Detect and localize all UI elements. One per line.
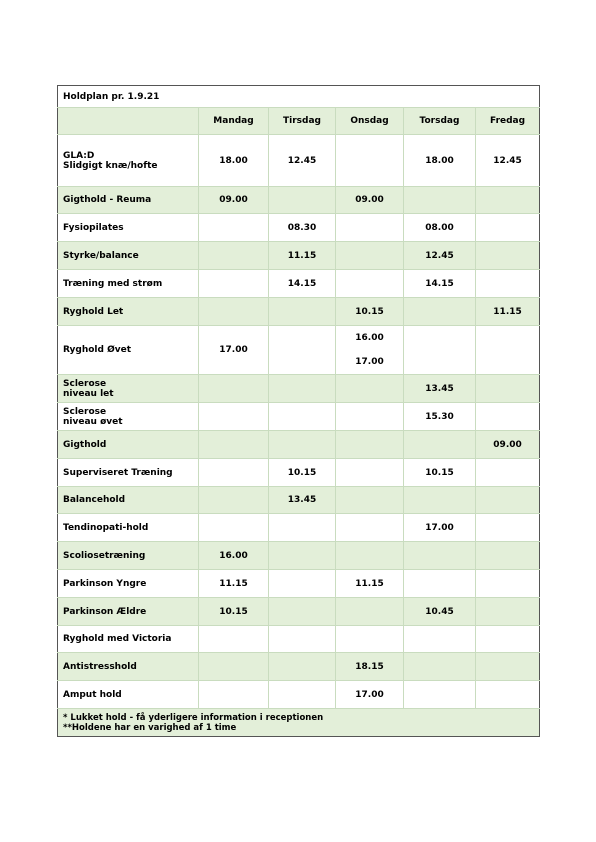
team-name: Antistresshold	[58, 653, 199, 681]
time-cell-tuesday: 10.15	[269, 459, 336, 487]
time-cell-monday: 11.15	[199, 570, 269, 598]
schedule-row	[58, 270, 540, 298]
team-name: Ryghold Øvet	[58, 326, 199, 375]
time-cell-monday	[199, 270, 269, 298]
footnote-line: **Holdene har en varighed af 1 time	[63, 722, 237, 733]
time-cell-monday	[199, 375, 269, 403]
schedule-row	[58, 542, 540, 570]
time-cell-tuesday	[269, 570, 336, 598]
time-cell-wednesday	[336, 242, 404, 270]
header-row	[58, 108, 540, 135]
schedule-row	[58, 514, 540, 542]
time-cell-wednesday: 17.00	[336, 681, 404, 709]
time-cell-tuesday: 13.45	[269, 487, 336, 514]
time-cell-thursday	[404, 326, 476, 375]
schedule-row	[58, 570, 540, 598]
time-cell-wednesday	[336, 487, 404, 514]
time-cell-thursday: 18.00	[404, 135, 476, 187]
time-cell-monday: 10.15	[199, 598, 269, 626]
time-cell-wednesday	[336, 431, 404, 459]
team-name: Parkinson Yngre	[58, 570, 199, 598]
time-cell-tuesday: 08.30	[269, 214, 336, 242]
time-cell-monday	[199, 514, 269, 542]
time-cell-tuesday	[269, 598, 336, 626]
team-name: Parkinson Ældre	[58, 598, 199, 626]
time-cell-wednesday: 09.00	[336, 187, 404, 214]
time-cell-thursday	[404, 653, 476, 681]
time-cell-tuesday	[269, 298, 336, 326]
time-cell-tuesday	[269, 681, 336, 709]
time-cell-thursday	[404, 298, 476, 326]
time-cell-thursday: 10.15	[404, 459, 476, 487]
team-name: Fysiopilates	[58, 214, 199, 242]
team-name: Balancehold	[58, 487, 199, 514]
time-cell-wednesday	[336, 270, 404, 298]
time-cell-tuesday	[269, 653, 336, 681]
time-cell-tuesday	[269, 403, 336, 431]
time-cell-monday	[199, 459, 269, 487]
time-cell-friday	[476, 542, 540, 570]
time-cell-thursday: 13.45	[404, 375, 476, 403]
header-blank-cell	[58, 108, 199, 135]
time-cell-friday	[476, 187, 540, 214]
team-name: Superviseret Træning	[58, 459, 199, 487]
time-cell-monday	[199, 653, 269, 681]
team-name: Træning med strøm	[58, 270, 199, 298]
time-cell-friday	[476, 242, 540, 270]
time-cell-thursday: 15.30	[404, 403, 476, 431]
time-cell-friday	[476, 653, 540, 681]
time-cell-friday	[476, 403, 540, 431]
time-cell-wednesday: 11.15	[336, 570, 404, 598]
time-cell-friday: 11.15	[476, 298, 540, 326]
schedule-row	[58, 598, 540, 626]
header-day-monday: Mandag	[199, 108, 269, 135]
time-cell-wednesday	[336, 135, 404, 187]
time-cell-monday: 17.00	[199, 326, 269, 375]
footnotes	[58, 709, 540, 737]
time-cell-thursday	[404, 187, 476, 214]
time-cell-tuesday: 12.45	[269, 135, 336, 187]
schedule-row	[58, 487, 540, 514]
time-cell-wednesday: 18.15	[336, 653, 404, 681]
time-cell-friday	[476, 598, 540, 626]
title-row	[58, 86, 540, 108]
time-cell-tuesday: 14.15	[269, 270, 336, 298]
time-cell-wednesday	[336, 459, 404, 487]
time-cell-friday	[476, 375, 540, 403]
schedule-title: Holdplan pr. 1.9.21	[58, 86, 540, 108]
time-cell-friday	[476, 487, 540, 514]
time-cell-tuesday	[269, 187, 336, 214]
header-day-thursday: Torsdag	[404, 108, 476, 135]
team-name: Tendinopati-hold	[58, 514, 199, 542]
time-cell-wednesday	[336, 514, 404, 542]
schedule-row	[58, 187, 540, 214]
header-day-wednesday: Onsdag	[336, 108, 404, 135]
time-cell-monday	[199, 487, 269, 514]
time-cell-tuesday: 11.15	[269, 242, 336, 270]
team-name: Sclerose niveau øvet	[58, 403, 199, 431]
time-cell-friday	[476, 459, 540, 487]
time-cell-thursday	[404, 431, 476, 459]
time-cell-friday	[476, 514, 540, 542]
time-cell-wednesday	[336, 626, 404, 653]
header-day-tuesday: Tirsdag	[269, 108, 336, 135]
team-name: Styrke/balance	[58, 242, 199, 270]
time-cell-wednesday: 16.00 17.00	[336, 326, 404, 375]
team-name: Scoliosetræning	[58, 542, 199, 570]
time-cell-wednesday	[336, 214, 404, 242]
time-cell-thursday	[404, 681, 476, 709]
team-name: Ryghold med Victoria	[58, 626, 199, 653]
time-cell-monday	[199, 214, 269, 242]
time-cell-thursday: 12.45	[404, 242, 476, 270]
time-cell-tuesday	[269, 326, 336, 375]
time-cell-thursday: 10.45	[404, 598, 476, 626]
time-cell-thursday: 08.00	[404, 214, 476, 242]
time-cell-friday	[476, 570, 540, 598]
footnote-row	[58, 709, 540, 737]
schedule-row	[58, 135, 540, 187]
time-cell-friday: 12.45	[476, 135, 540, 187]
time-cell-tuesday	[269, 375, 336, 403]
team-name: Sclerose niveau let	[58, 375, 199, 403]
team-name: Amput hold	[58, 681, 199, 709]
time-cell-monday	[199, 681, 269, 709]
time-cell-monday	[199, 403, 269, 431]
team-name: GLA:D Slidgigt knæ/hofte	[58, 135, 199, 187]
time-cell-wednesday	[336, 542, 404, 570]
schedule-row	[58, 403, 540, 431]
header-day-friday: Fredag	[476, 108, 540, 135]
time-cell-wednesday	[336, 375, 404, 403]
time-cell-thursday: 17.00	[404, 514, 476, 542]
time-cell-wednesday: 10.15	[336, 298, 404, 326]
time-cell-monday: 09.00	[199, 187, 269, 214]
time-cell-thursday: 14.15	[404, 270, 476, 298]
time-cell-friday	[476, 326, 540, 375]
time-cell-tuesday	[269, 514, 336, 542]
time-cell-thursday	[404, 542, 476, 570]
time-cell-monday	[199, 431, 269, 459]
time-cell-monday	[199, 626, 269, 653]
time-cell-friday	[476, 681, 540, 709]
time-cell-wednesday	[336, 598, 404, 626]
schedule-row	[58, 459, 540, 487]
team-name: Ryghold Let	[58, 298, 199, 326]
schedule-row	[58, 681, 540, 709]
time-cell-monday	[199, 242, 269, 270]
time-cell-friday	[476, 214, 540, 242]
time-cell-thursday	[404, 626, 476, 653]
schedule-row	[58, 653, 540, 681]
schedule-row	[58, 214, 540, 242]
team-schedule-table	[57, 85, 540, 737]
time-cell-tuesday	[269, 542, 336, 570]
time-cell-thursday	[404, 487, 476, 514]
time-cell-friday: 09.00	[476, 431, 540, 459]
footnote-line: * Lukket hold - få yderligere information i receptionen	[63, 712, 324, 723]
schedule-row	[58, 375, 540, 403]
schedule-row	[58, 242, 540, 270]
time-cell-friday	[476, 626, 540, 653]
schedule-row	[58, 626, 540, 653]
team-name: Gigthold	[58, 431, 199, 459]
time-cell-wednesday	[336, 403, 404, 431]
time-cell-thursday	[404, 570, 476, 598]
team-name: Gigthold - Reuma	[58, 187, 199, 214]
time-cell-monday	[199, 298, 269, 326]
schedule-row	[58, 298, 540, 326]
schedule-row	[58, 326, 540, 375]
time-cell-monday: 16.00	[199, 542, 269, 570]
time-cell-monday: 18.00	[199, 135, 269, 187]
schedule-row	[58, 431, 540, 459]
time-cell-tuesday	[269, 431, 336, 459]
time-cell-friday	[476, 270, 540, 298]
time-cell-tuesday	[269, 626, 336, 653]
